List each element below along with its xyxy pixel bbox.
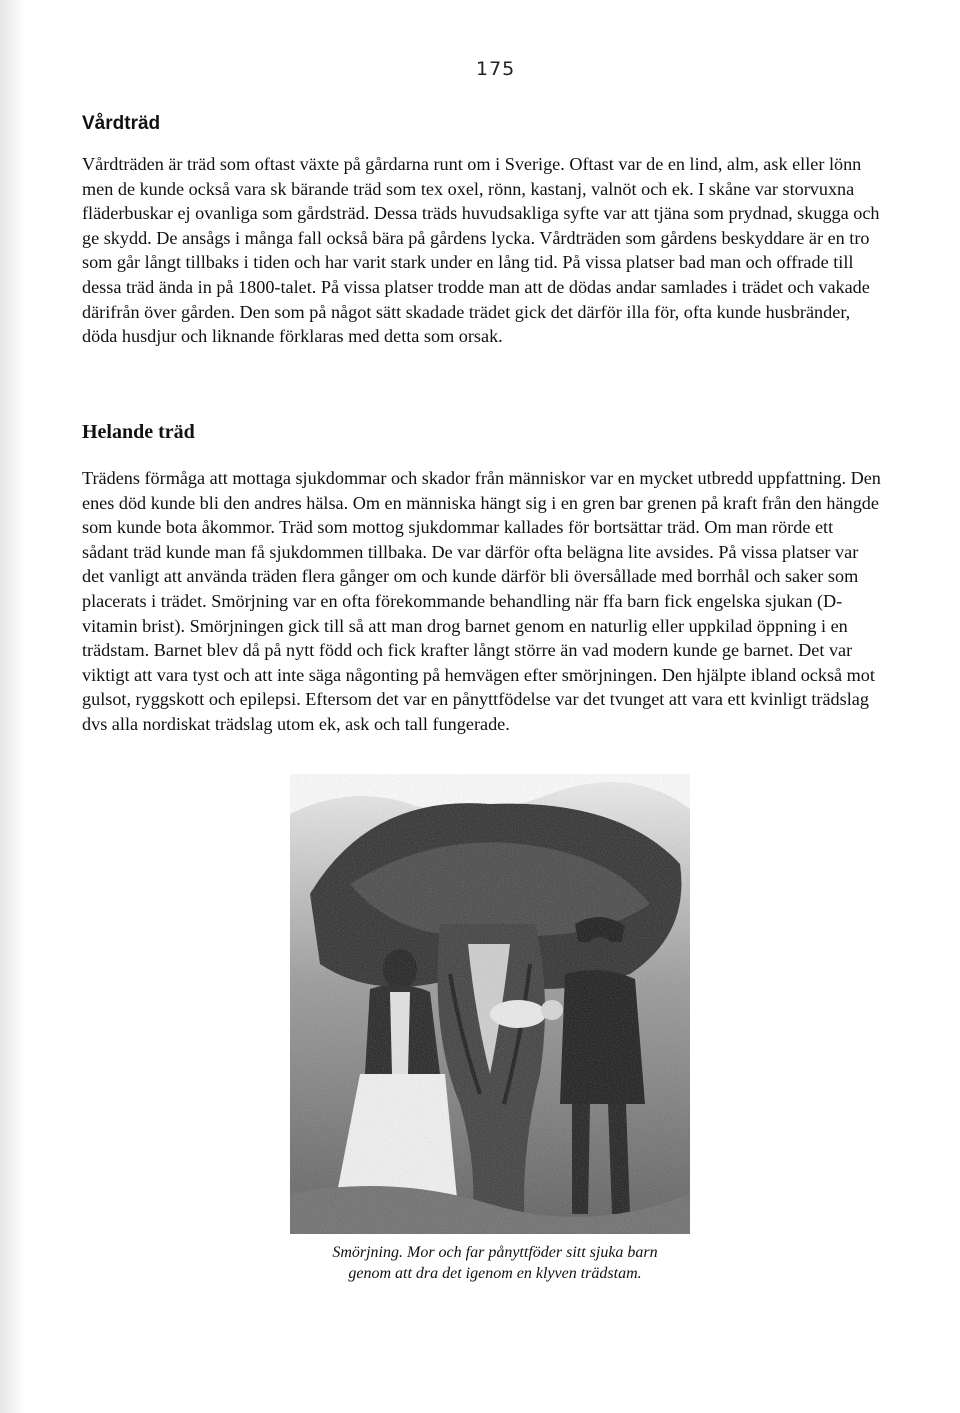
- figure-caption-line-1: Smörjning. Mor och far pånyttföder sitt sjuka barn: [332, 1244, 658, 1261]
- page-edge-shadow: [0, 0, 26, 1413]
- figure-caption-line-2: genom att dra det igenom en klyven trädstam.: [348, 1265, 642, 1282]
- section-paragraph-vardtrad: Vårdträden är träd som oftast växte på gårdarna runt om i Sverige. Oftast var de en lind, alm, ask eller lönn men de kunde också vara sk bärande träd som tex oxel, rönn, kastanj, valnöt och ek. I skåne var storvuxna fläderbuskar ej ovanliga som gårdsträd. Dessa träds huvudsakliga syfte var att tjäna som prydnad, skugga och ge skydd. De ansågs i många fall också bära på gårdens lycka. Vårdträden som gårdens beskyddare är en tro som går långt tillbaks i tiden och har varit stark under en lång tid. På vissa platser bad man och offrade till dessa träd ända in på 1800-talet. På vissa platser trodde man att de dödas andar samlades i trädet och vakade därifrån över gården. Den som på något sätt skadade trädet gick det därför illa för, ofta kunde husbränder, döda husdjur och liknande förklaras med detta som orsak.: [82, 154, 880, 347]
- figure: [290, 774, 700, 1284]
- section-heading-helande-trad: Helande träd: [82, 421, 195, 443]
- section-paragraph-helande-trad: Trädens förmåga att mottaga sjukdommar och skador från människor var en mycket utbredd uppfattning. Den enes död kunde bli den andres hälsa. Om en människa hängt sig i en gren bar grenen på kraft från den hängde som kunde bota åkommor. Träd som mottog sjukdommar kallades för bortsättar träd. Om man rörde ett sådant träd kunde man få sjukdommen tillbaka. De var därför ofta belägna lite avsides. På vissa platser var det vanligt att använda träden flera gånger om och kunde därför bli översållade med borrhål och saker som placerats i trädet. Smörjning var en ofta förekommande behandling när ffa barn fick engelska sjukan (D-vitamin brist). Smörjningen gick till så att man drog barnet genom en naturlig eller uppkilad öppning i en trädstam. Barnet blev då på nytt född och fick krafter långt större än vad modern kunde ge barnet. Det var viktigt att vara tyst och att inte säga någonting på hemvägen efter smörjningen. Den hjälpte ibland också mot gulsot, ryggskott och epilepsi. Eftersom det var en pånyttfödelse var det tvunget att vara ett kvinligt trädslag dvs alla nordiskat trädslag utom ek, ask och tall fungerade.: [82, 468, 881, 734]
- section-heading-vardtrad: Vårdträd: [82, 113, 161, 134]
- page-number: 175: [476, 58, 516, 80]
- photo-smorjning: [290, 774, 690, 1234]
- figure-caption: [290, 1242, 700, 1284]
